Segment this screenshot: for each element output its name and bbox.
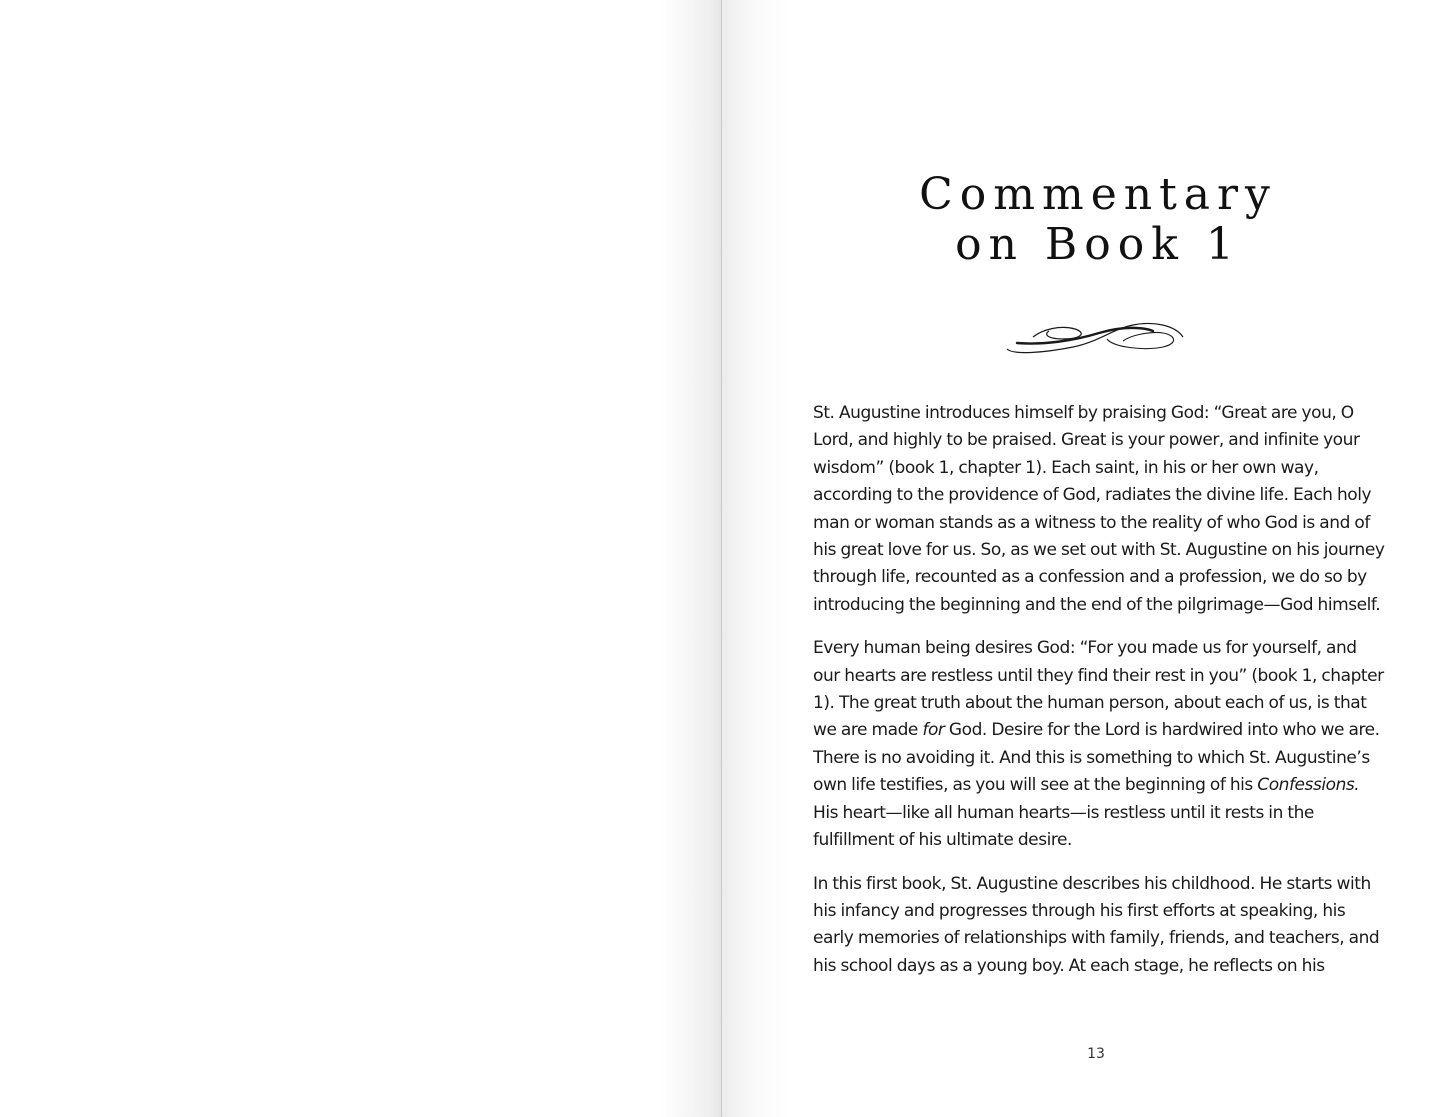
text-run: His heart—like all human hearts—is restless until it rests in the fulfillment of his ultimate desire. [813, 802, 1314, 851]
body-paragraph [813, 400, 1385, 619]
flourish-ornament-icon [1003, 315, 1187, 357]
commentary-body [813, 400, 1385, 996]
text-run: Every human being desires God: “For you made us for yourself, and our hearts are restless until they find their rest in you” (book 1, chapter 1). The great truth about the human person, about each of us, is that we are made [813, 638, 1384, 741]
text-run: God. Desire for the Lord is hardwired into who we are. There is no avoiding it. And this is something to which St. Augustine’s own life testifies, as you will see at the beginning of his [813, 720, 1380, 796]
body-paragraph [813, 635, 1385, 854]
text-run: In this first book, St. Augustine describes his childhood. He starts with his infancy and progresses through his first efforts at speaking, his early memories of relationships with family, friends, and teachers, and his school days as a young boy. At each stage, he reflects on his [813, 873, 1380, 976]
italic-text-run: for [922, 720, 945, 741]
chapter-title-line-2: on Book 1 [955, 219, 1241, 270]
chapter-title [848, 170, 1348, 270]
body-paragraph [813, 871, 1385, 981]
page-number: 13 [1087, 1046, 1105, 1062]
left-page-blank [0, 0, 722, 1117]
chapter-title-line-1: Commentary [919, 169, 1277, 220]
text-run: St. Augustine introduces himself by praising God: “Great are you, O Lord, and highly to be praised. Great is your power, and infinite your wisdom” (book 1, chapter 1). Each saint, in his or her own way, according to the providence of God, radiates the divine life. Each holy man or woman stands as a witness to the reality of who God is and of his great love for us. So, as we set out with St. Augustine on his journey through life, recounted as a confession and a profession, we do so by introducing the beginning and the end of the pilgrimage—God himself. [813, 403, 1385, 615]
italic-text-run: Confessions. [1257, 775, 1360, 796]
